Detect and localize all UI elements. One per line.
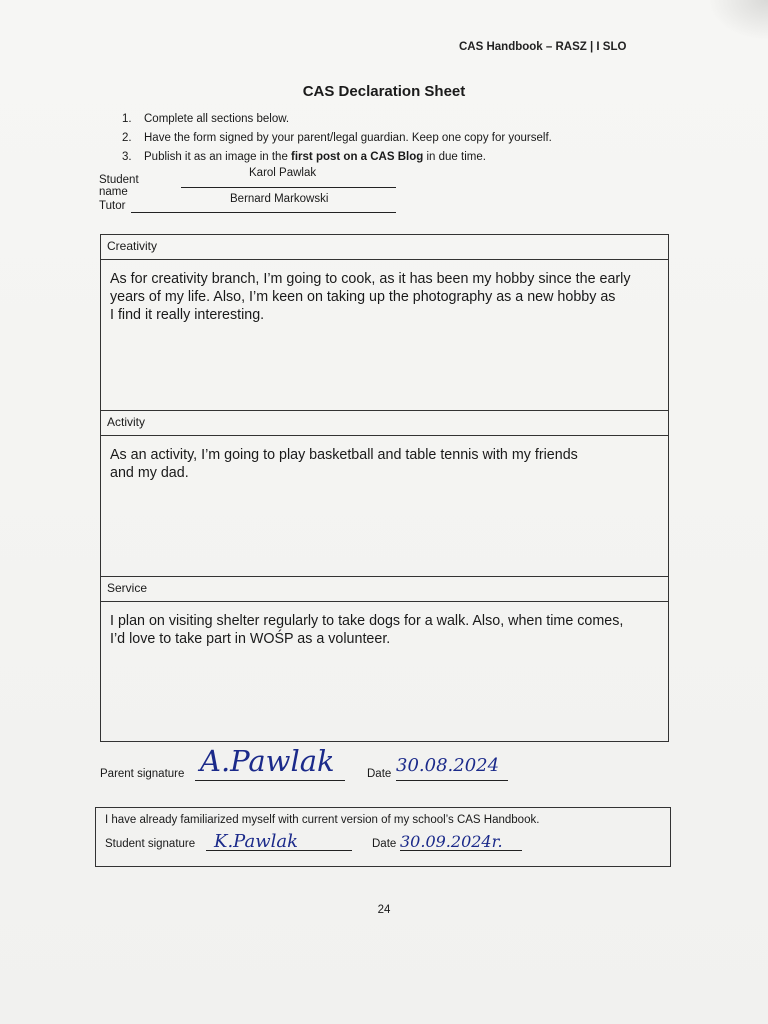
instruction-item — [122, 129, 552, 148]
creativity-text[interactable]: As for creativity branch, I’m going to cook, as it has been my hobby since the early years of my life. Also, I’m keen on taking up the photography as a new hobby as I find it really interesting. — [110, 271, 631, 323]
declaration-box — [95, 807, 671, 867]
student-signature[interactable]: K.Pawlak — [214, 831, 299, 852]
student-name-line — [181, 187, 396, 188]
declaration-text: I have already familiarized myself with current version of my school’s CAS Handbook. — [105, 814, 540, 826]
activity-section — [100, 410, 669, 577]
service-section — [100, 576, 669, 742]
instructions-list — [122, 110, 552, 167]
parent-date-value[interactable]: 30.08.2024 — [396, 755, 500, 776]
parent-date-line — [396, 780, 508, 781]
activity-text[interactable]: As an activity, I’m going to play basketball and table tennis with my friends and my dad. — [110, 447, 578, 481]
student-date-label: Date — [372, 838, 397, 850]
parent-signature[interactable]: A.Pawlak — [200, 744, 335, 778]
instruction-text-part: Publish it as an image in the — [144, 151, 292, 163]
creativity-section — [100, 234, 669, 411]
instruction-text — [144, 148, 486, 167]
instruction-text: Have the form signed by your parent/legal guardian. Keep one copy for yourself. — [144, 132, 552, 144]
parent-signature-label: Parent signature — [100, 768, 185, 780]
page-title: CAS Declaration Sheet — [302, 83, 466, 100]
instruction-item — [122, 148, 552, 167]
student-signature-label: Student signature — [105, 838, 196, 850]
instruction-text-bold: first post on a CAS Blog — [291, 151, 424, 163]
tutor-value[interactable]: Bernard Markowski — [230, 193, 329, 205]
activity-heading: Activity — [101, 411, 668, 436]
creativity-heading: Creativity — [101, 235, 668, 260]
instruction-number: 1. — [122, 113, 132, 125]
tutor-label: Tutor — [99, 200, 126, 212]
instruction-text-part: in due time. — [423, 151, 486, 163]
handbook-reference: CAS Handbook – RASZ | I SLO — [459, 41, 627, 53]
instruction-text: Complete all sections below. — [144, 113, 290, 125]
tutor-line — [131, 212, 396, 213]
student-name-label: Student name — [99, 174, 139, 198]
page-number: 24 — [377, 904, 391, 916]
page-corner-shadow — [708, 0, 768, 40]
student-name-value[interactable]: Karol Pawlak — [249, 167, 317, 179]
service-heading: Service — [101, 577, 668, 602]
student-date-value[interactable]: 30.09.2024r. — [400, 832, 503, 851]
parent-date-label: Date — [367, 768, 392, 780]
instruction-item — [122, 110, 552, 129]
instruction-number: 2. — [122, 132, 132, 144]
instruction-number: 3. — [122, 151, 132, 163]
service-text[interactable]: I plan on visiting shelter regularly to take dogs for a walk. Also, when time comes, I’d love to take part in WOŚP as a volunteer. — [110, 613, 624, 647]
parent-signature-line — [195, 780, 345, 781]
